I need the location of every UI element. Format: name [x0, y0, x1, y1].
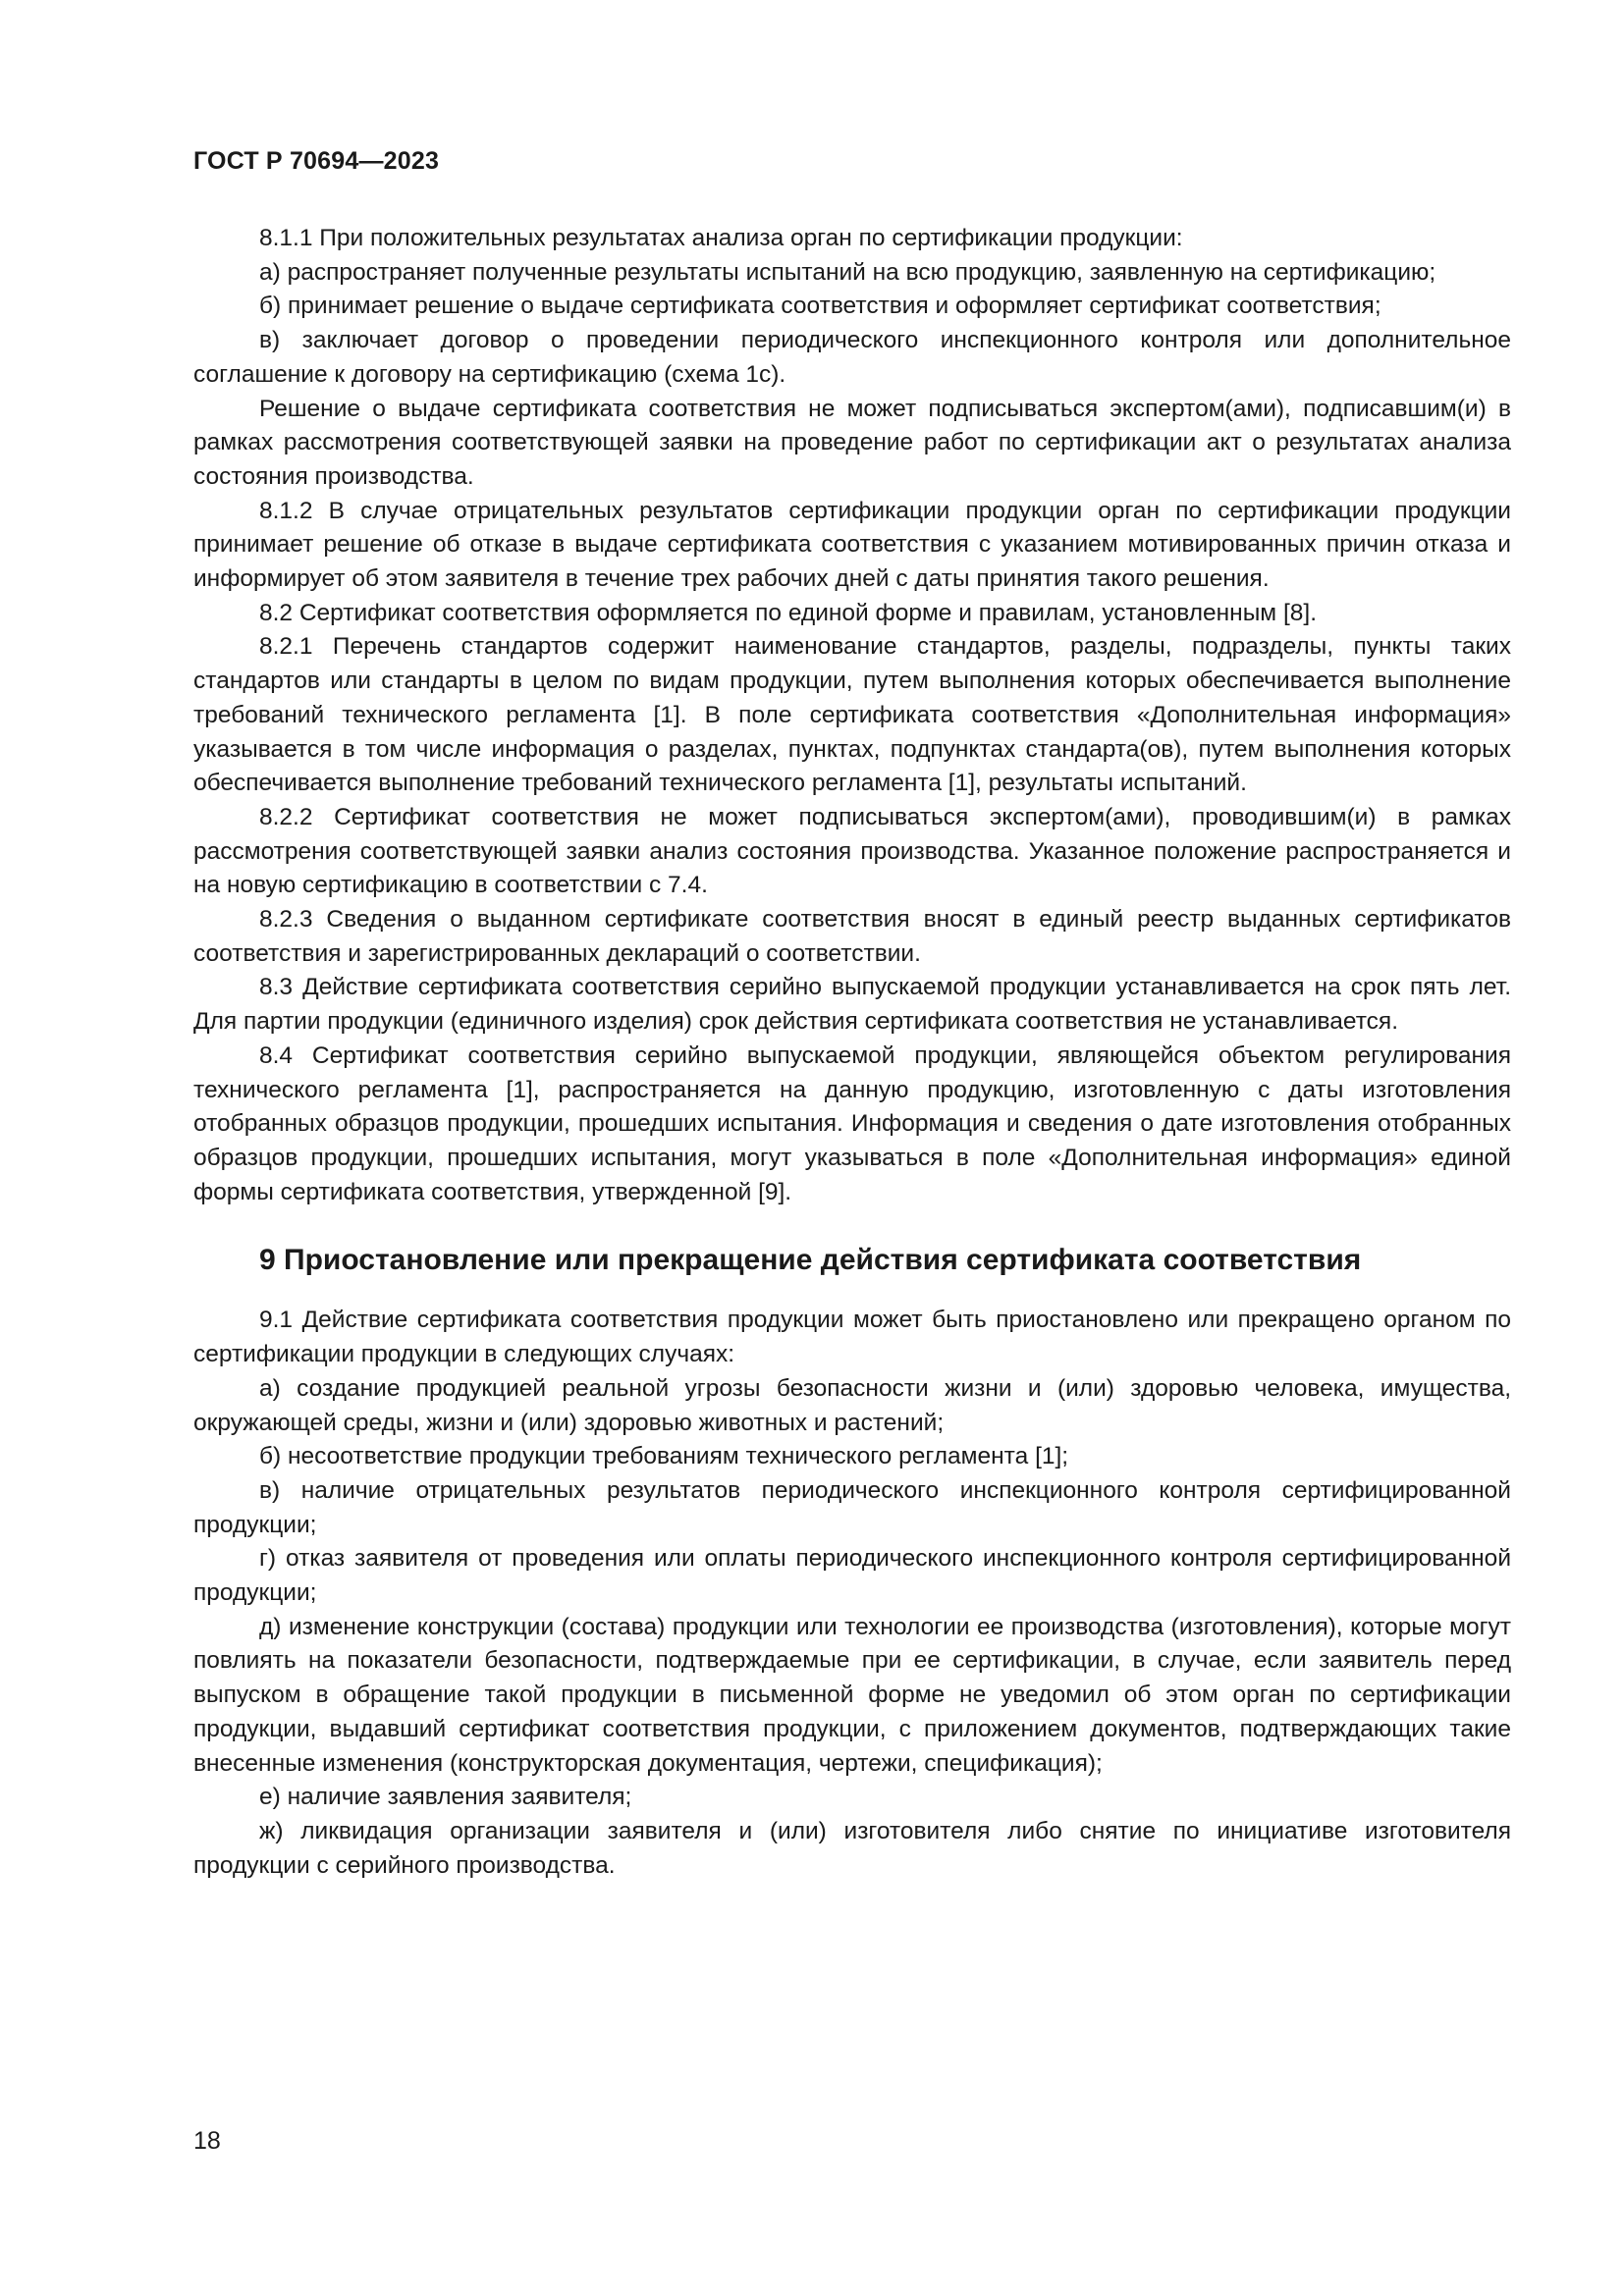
paragraph: 8.1.1 При положительных результатах анализа орган по сертификации продукции:: [259, 225, 1183, 251]
document-body: [193, 222, 1511, 1883]
list-item: в) наличие отрицательных результатов периодического инспекционного контроля сертифицированной продукции;: [193, 1476, 1511, 1538]
paragraph: 8.1.2 В случае отрицательных результатов сертификации продукции орган по сертификации продукции принимает решение об отказе в выдаче сертификата соответствия с указанием мотивированных причин отказа и информирует об этом заявителя в течение трех рабочих дней с даты принятия такого решения.: [193, 497, 1511, 593]
list-item: а) распространяет полученные результаты испытаний на всю продукцию, заявленную на сертификацию;: [259, 258, 1436, 286]
section-heading: 9 Приостановление или прекращение действия сертификата соответствия: [259, 1244, 1362, 1277]
list-item: е) наличие заявления заявителя;: [259, 1784, 632, 1811]
list-item: б) несоответствие продукции требованиям технического регламента [1];: [259, 1443, 1069, 1470]
document-id: ГОСТ Р 70694—2023: [193, 147, 440, 175]
paragraph: 8.2.1 Перечень стандартов содержит наименование стандартов, разделы, подразделы, пункты таких стандартов или стандарты в целом по видам продукции, путем выполнения которых обеспечивается выполнение требований технического регламента [1]. В поле сертификата соответствия «Дополнительная информация» указывается в том числе информация о разделах, пунктах, подпунктах стандарта(ов), путем выполнения которых обеспечивается выполнение требований технического регламента [1], результаты испытаний.: [193, 633, 1511, 797]
list-item: в) заключает договор о проведении периодического инспекционного контроля или дополнительное соглашение к договору на сертификацию (схема 1с).: [193, 327, 1511, 388]
paragraph: 8.2 Сертификат соответствия оформляется по единой форме и правилам, установленным [8].: [259, 599, 1318, 626]
list-item: б) принимает решение о выдаче сертификата соответствия и оформляет сертификат соответствия;: [259, 293, 1381, 320]
paragraph: Решение о выдаче сертификата соответствия не может подписываться экспертом(ами), подписавшим(и) в рамках рассмотрения соответствующей заявки на проведение работ по сертификации акт о результатах анализа состояния производства.: [193, 395, 1511, 490]
paragraph: 8.3 Действие сертификата соответствия серийно выпускаемой продукции устанавливается на срок пять лет. Для партии продукции (единичного изделия) срок действия сертификата соответствия не устанавливается.: [193, 974, 1511, 1036]
list-item: г) отказ заявителя от проведения или оплаты периодического инспекционного контроля сертифицированной продукции;: [193, 1545, 1511, 1607]
list-item: ж) ликвидация организации заявителя и (или) изготовителя либо снятие по инициативе изготовителя продукции с серийного производства.: [193, 1817, 1511, 1879]
paragraph: 8.4 Сертификат соответствия серийно выпускаемой продукции, являющейся объектом регулирования технического регламента [1], распространяется на данную продукцию, изготовленную с даты изготовления отобранных образцов продукции, прошедших испытания. Информация и сведения о дате изготовления отобранных образцов продукции, прошедших испытания, могут указываться в поле «Дополнительная информация» единой формы сертификата соответствия, утвержденной [9].: [193, 1041, 1511, 1205]
list-item: д) изменение конструкции (состава) продукции или технологии ее производства (изготовления), которые могут повлиять на показатели безопасности, подтверждаемые при ее сертификации, в случае, если заявитель перед выпуском в обращение такой продукции в письменной форме не уведомил об этом орган по сертификации продукции, выдавший сертификат соответствия продукции, с приложением документов, подтверждающих такие внесенные изменения (конструкторская документация, чертежи, спецификация);: [193, 1613, 1511, 1777]
page-number: 18: [193, 2127, 221, 2155]
list-item: а) создание продукцией реальной угрозы безопасности жизни и (или) здоровью человека, имущества, окружающей среды, жизни и (или) здоровью животных и растений;: [193, 1374, 1511, 1436]
paragraph: 9.1 Действие сертификата соответствия продукции может быть приостановлено или прекращено органом по сертификации продукции в следующих случаях:: [193, 1307, 1511, 1368]
paragraph: 8.2.3 Сведения о выданном сертификате соответствия вносят в единый реестр выданных сертификатов соответствия и зарегистрированных деклараций о соответствии.: [193, 906, 1511, 967]
paragraph: 8.2.2 Сертификат соответствия не может подписываться экспертом(ами), проводившим(и) в рамках рассмотрения соответствующей заявки анализ состояния производства. Указанное положение распространяется и на новую сертификацию в соответствии с 7.4.: [193, 803, 1511, 899]
